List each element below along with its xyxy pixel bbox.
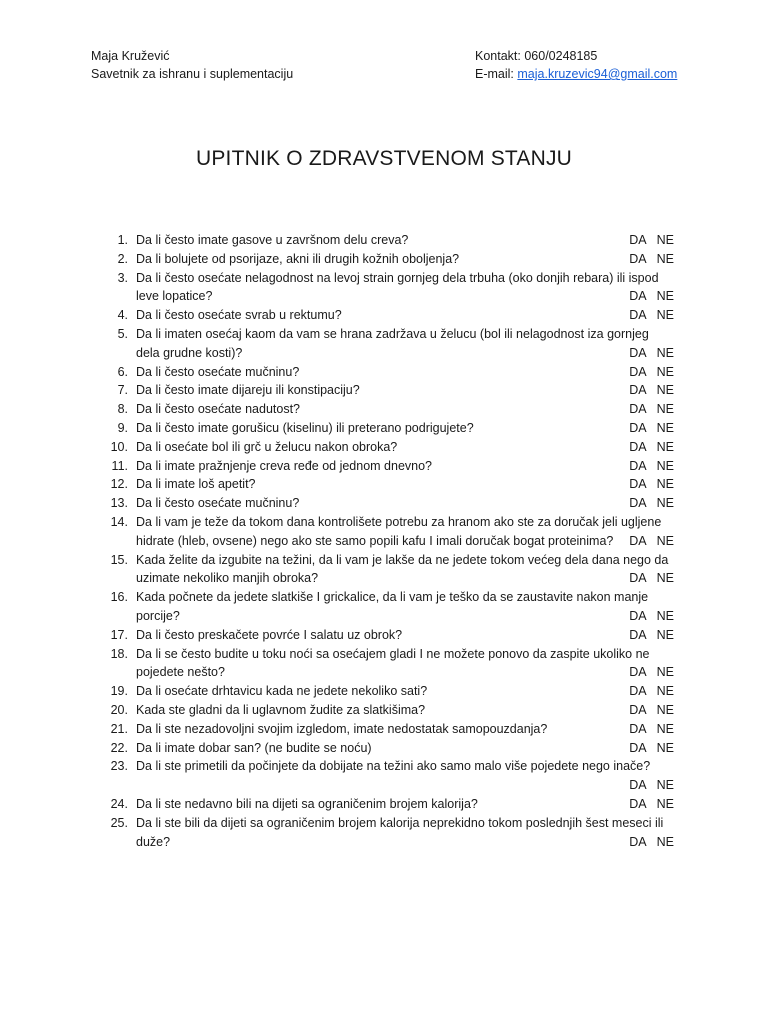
answer-da[interactable]: DA: [629, 345, 647, 360]
answer-options: [629, 569, 674, 588]
answer-options: [629, 438, 674, 457]
answer-da[interactable]: DA: [629, 439, 647, 454]
question-text: Da li često imate dijareju ili konstipaciju?: [136, 383, 360, 398]
answer-ne[interactable]: NE: [656, 684, 674, 699]
question-text-block: [136, 231, 674, 250]
question-text-block: [136, 588, 674, 626]
answer-ne[interactable]: NE: [656, 721, 674, 736]
question-text: Da li ste nezadovoljni svojim izgledom, imate nedostatak samopouzdanja?: [136, 721, 548, 736]
question-text-block: [136, 494, 674, 513]
question-text: Da li ste nedavno bili na dijeti sa ograničenim brojem kalorija?: [136, 796, 478, 811]
email-link[interactable]: maja.kruzevic94@gmail.com: [517, 67, 678, 81]
question-text-block: [136, 306, 674, 325]
answer-options: [629, 739, 674, 758]
question-text-block: [136, 682, 674, 701]
question-item: [100, 419, 690, 438]
question-text-block: [136, 325, 674, 363]
answer-options: [629, 682, 674, 701]
answer-ne[interactable]: NE: [656, 533, 674, 548]
question-text-block: [136, 457, 674, 476]
question-text: Da li vam je teže da tokom dana kontrolišete potrebu za hranom ako ste za doručak jeli ugljene hidrate (hleb, ovsene) nego ako ste samo popili kafu I imali doručak bogat proteinima?: [136, 514, 662, 548]
author-name: Maja Kružević: [91, 49, 170, 63]
question-number: 19.: [110, 684, 128, 699]
question-number: 13.: [110, 496, 128, 511]
question-item: [100, 438, 690, 457]
answer-ne[interactable]: NE: [656, 251, 674, 266]
answer-da[interactable]: DA: [629, 627, 647, 642]
answer-options: [629, 457, 674, 476]
question-text: Da li često osećate mučninu?: [136, 496, 300, 511]
question-item: [100, 757, 690, 795]
author-role: Savetnik za ishranu i suplementaciju: [91, 67, 294, 81]
question-number: 1.: [117, 233, 128, 247]
answer-options: [629, 344, 674, 363]
answer-options: [629, 363, 674, 382]
question-item: [100, 269, 690, 307]
answer-options: [629, 287, 674, 306]
answer-options: [629, 494, 674, 513]
question-item: [100, 701, 690, 720]
answer-da[interactable]: DA: [629, 251, 647, 266]
question-number: 25.: [110, 815, 128, 830]
question-item: [100, 400, 690, 419]
answer-da[interactable]: DA: [629, 308, 647, 323]
answer-options: [629, 475, 674, 494]
answer-options: [629, 250, 674, 269]
question-item: [100, 739, 690, 758]
question-number: 17.: [110, 627, 128, 642]
question-number: 23.: [110, 759, 128, 774]
question-item: [100, 795, 690, 814]
question-text-block: [136, 475, 674, 494]
answer-options: [629, 306, 674, 325]
answer-options: [629, 720, 674, 739]
question-number: 16.: [110, 590, 128, 605]
answer-ne[interactable]: NE: [656, 702, 674, 717]
answer-ne[interactable]: NE: [656, 402, 674, 417]
question-text-block: [136, 795, 674, 814]
question-item: [100, 363, 690, 382]
answer-da[interactable]: DA: [629, 289, 647, 304]
question-text-block: [136, 250, 674, 269]
question-number: 20.: [110, 702, 128, 717]
answer-da[interactable]: DA: [629, 702, 647, 717]
answer-da[interactable]: DA: [629, 740, 647, 755]
question-text: Da li često preskačete povrće I salatu uz obrok?: [136, 627, 403, 642]
question-number: 10.: [110, 439, 128, 454]
question-item: [100, 682, 690, 701]
question-text-block: [136, 720, 674, 739]
question-text-block: [136, 739, 674, 758]
answer-da[interactable]: DA: [629, 233, 647, 247]
answer-options: [629, 532, 674, 551]
question-text-block: [136, 757, 674, 795]
question-text: Da li često imate gasove u završnom delu creva?: [136, 233, 409, 247]
question-item: [100, 645, 690, 683]
answer-da[interactable]: DA: [629, 364, 647, 379]
question-text: Da li često imate gorušicu (kiselinu) ili preterano podrigujete?: [136, 420, 474, 435]
page-title: UPITNIK O ZDRAVSTVENOM STANJU: [195, 147, 573, 170]
question-text-block: [136, 513, 674, 551]
question-number: 4.: [117, 308, 128, 323]
question-text: Da li osećate bol ili grč u želucu nakon obroka?: [136, 439, 398, 454]
question-text-block: [136, 438, 674, 457]
question-text: Kada počnete da jedete slatkiše I grickalice, da li vam je teško da se zaustavite nakon manje porcije?: [136, 590, 649, 623]
answer-da[interactable]: DA: [629, 571, 647, 586]
answer-ne[interactable]: NE: [656, 439, 674, 454]
question-text: Da li često osećate mučninu?: [136, 364, 300, 379]
question-text: Da li imate pražnjenje creva ređe od jednom dnevno?: [136, 458, 433, 473]
answer-ne[interactable]: NE: [656, 308, 674, 323]
answer-ne[interactable]: NE: [656, 383, 674, 398]
question-item: [100, 306, 690, 325]
question-item: [100, 551, 690, 589]
question-number: 24.: [110, 796, 128, 811]
question-number: 22.: [110, 740, 128, 755]
question-text: Da li često osećate svrab u rektumu?: [136, 308, 342, 323]
answer-options: [629, 795, 674, 814]
question-item: [100, 494, 690, 513]
question-number: 8.: [117, 402, 128, 417]
question-item: [100, 250, 690, 269]
question-text: Da li bolujete od psorijaze, akni ili drugih kožnih oboljenja?: [136, 251, 460, 266]
question-number: 15.: [110, 552, 128, 567]
question-text-block: [136, 814, 674, 852]
answer-ne[interactable]: NE: [656, 665, 674, 680]
answer-da[interactable]: DA: [629, 684, 647, 699]
answer-options: [629, 626, 674, 645]
email-label: E-mail:: [475, 67, 518, 81]
question-number: 14.: [110, 514, 128, 529]
question-text-block: [136, 701, 674, 720]
question-text: Da li se često budite u toku noći sa osećajem gladi I ne možete ponovo da zaspite ukoliko ne pojedete nešto?: [136, 646, 650, 680]
question-text: Da li imate loš apetit?: [136, 477, 256, 492]
question-text-block: [136, 400, 674, 419]
answer-da[interactable]: DA: [629, 383, 647, 398]
question-item: [100, 626, 690, 645]
question-item: [100, 325, 690, 363]
question-item: [100, 814, 690, 852]
answer-ne[interactable]: NE: [656, 571, 674, 586]
answer-da[interactable]: DA: [629, 477, 647, 492]
answer-da[interactable]: DA: [629, 458, 647, 473]
question-text-block: [136, 269, 674, 307]
question-text: Kada želite da izgubite na težini, da li vam je lakše da ne jedete tokom većeg dela dana nego da uzimate nekoliko manjih obroka?: [136, 552, 669, 586]
answer-da[interactable]: DA: [629, 496, 647, 511]
question-number: 5.: [117, 326, 128, 341]
answer-options: [629, 607, 674, 626]
question-item: [100, 457, 690, 476]
question-text: Da li osećate drhtavicu kada ne jedete nekoliko sati?: [136, 684, 428, 699]
answer-options: [629, 231, 674, 250]
answer-options: [629, 400, 674, 419]
question-text: Da li imate dobar san? (ne budite se noću): [136, 740, 372, 755]
answer-da[interactable]: DA: [629, 608, 647, 623]
answer-ne[interactable]: NE: [656, 345, 674, 360]
question-number: 3.: [117, 270, 128, 285]
answer-ne[interactable]: NE: [656, 477, 674, 492]
answer-options: [629, 701, 674, 720]
answer-ne[interactable]: NE: [656, 496, 674, 511]
question-item: [100, 381, 690, 400]
answer-da[interactable]: DA: [629, 778, 647, 793]
answer-da[interactable]: DA: [629, 721, 647, 736]
answer-ne[interactable]: NE: [656, 289, 674, 304]
answer-da[interactable]: DA: [629, 533, 647, 548]
question-text: Da li često osećate nadutost?: [136, 402, 300, 417]
question-text: Da li ste bili da dijeti sa ograničenim brojem kalorija neprekidno tokom poslednjih šest meseci ili duže?: [136, 815, 664, 849]
question-number: 21.: [110, 721, 128, 736]
question-item: [100, 475, 690, 494]
answer-ne[interactable]: NE: [656, 778, 674, 793]
answer-ne[interactable]: NE: [656, 627, 674, 642]
question-item: [100, 588, 690, 626]
contact-email: [475, 65, 677, 83]
question-text-block: [136, 363, 674, 382]
answer-ne[interactable]: NE: [656, 608, 674, 623]
answer-ne[interactable]: NE: [656, 458, 674, 473]
question-text-block: [136, 551, 674, 589]
question-number: 2.: [117, 251, 128, 266]
answer-ne[interactable]: NE: [656, 796, 674, 811]
answer-options: [629, 776, 674, 795]
question-number: 9.: [117, 420, 128, 435]
question-number: 6.: [117, 364, 128, 379]
answer-da[interactable]: DA: [629, 796, 647, 811]
contact-block: [475, 47, 677, 83]
answer-ne[interactable]: NE: [656, 740, 674, 755]
question-text-block: [136, 645, 674, 683]
questionnaire-list: [100, 231, 690, 851]
contact-phone: Kontakt: 060/0248185: [475, 49, 598, 63]
question-number: 12.: [110, 477, 128, 492]
answer-ne[interactable]: NE: [656, 420, 674, 435]
answer-da[interactable]: DA: [629, 834, 647, 849]
answer-options: [629, 419, 674, 438]
answer-da[interactable]: DA: [629, 420, 647, 435]
answer-da[interactable]: DA: [629, 665, 647, 680]
answer-options: [629, 663, 674, 682]
question-item: [100, 231, 690, 250]
question-number: 11.: [111, 458, 128, 473]
question-item: [100, 720, 690, 739]
question-item: [100, 513, 690, 551]
question-text: Da li često osećate nelagodnost na levoj strain gornjeg dela trbuha (oko donjih rebara) ili ispod leve lopatice?: [136, 270, 659, 304]
question-text: Da li imaten osećaj kaom da vam se hrana zadržava u želucu (bol ili nelagodnost iza gornjeg dela grudne kosti)?: [136, 326, 649, 360]
answer-ne[interactable]: NE: [656, 364, 674, 379]
question-number: 18.: [110, 646, 128, 661]
question-number: 7.: [117, 383, 128, 398]
answer-options: [629, 833, 674, 852]
question-text-block: [136, 626, 674, 645]
question-text: Da li ste primetili da počinjete da dobijate na težini ako samo malo više pojedete nego inače?: [136, 759, 651, 774]
answer-ne[interactable]: NE: [656, 233, 674, 247]
author-block: [91, 47, 293, 83]
question-text-block: [136, 381, 674, 400]
answer-ne[interactable]: NE: [656, 834, 674, 849]
answer-options: [629, 381, 674, 400]
question-text-block: [136, 419, 674, 438]
question-text: Kada ste gladni da li uglavnom žudite za slatkišima?: [136, 702, 426, 717]
answer-da[interactable]: DA: [629, 402, 647, 417]
